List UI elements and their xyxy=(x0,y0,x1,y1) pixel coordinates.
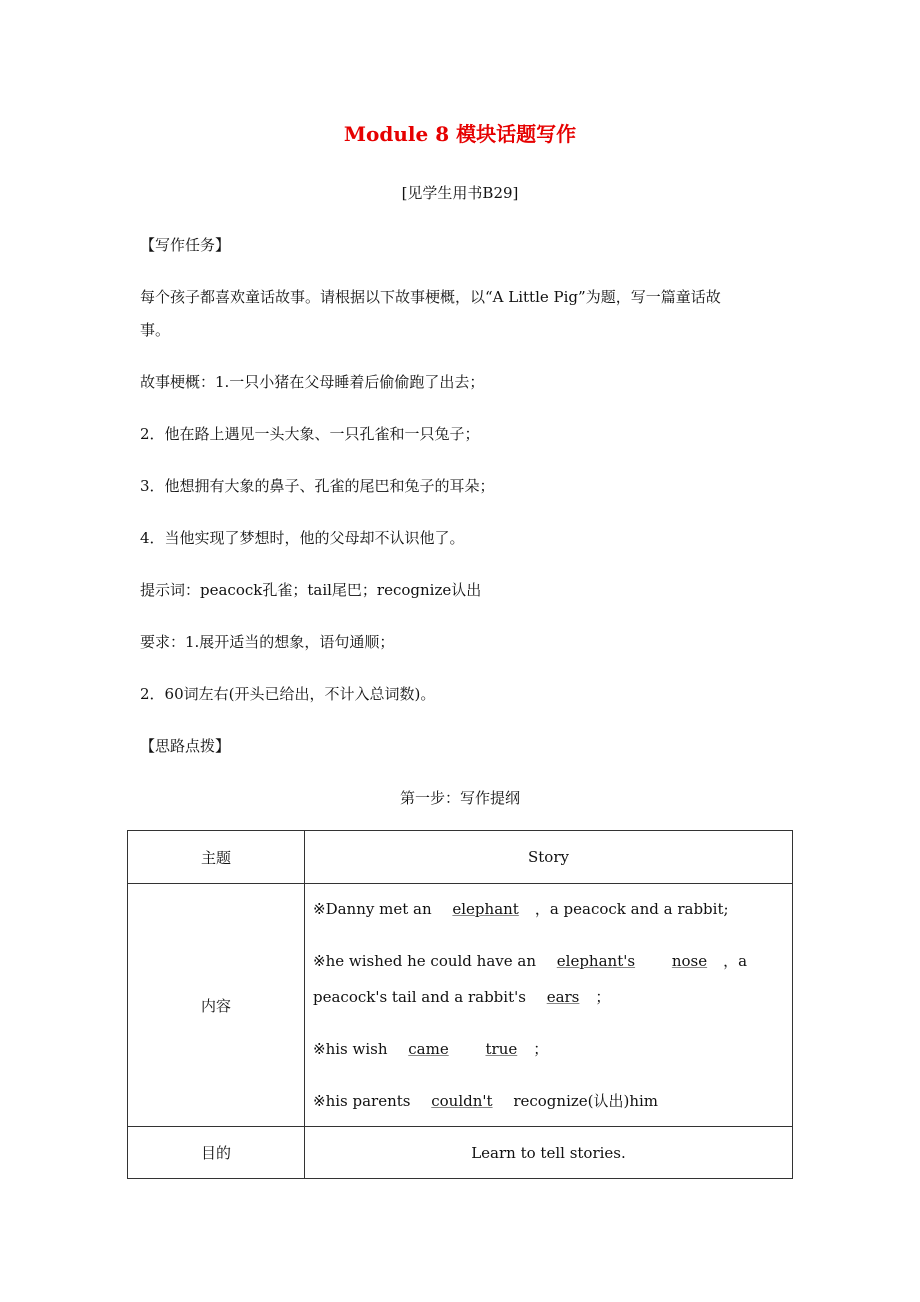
answer-blank: nose xyxy=(671,952,708,970)
outline-item: 故事梗概：1.一只小猪在父母睡着后偷偷跑了出去； xyxy=(140,373,485,391)
outline-table xyxy=(127,830,793,1179)
hint-words: 提示词：peacock孔雀；tail尾巴；recognize认出 xyxy=(140,581,482,599)
book-reference: [见学生用书B29] xyxy=(401,184,519,202)
answer-blank: elephant xyxy=(452,900,519,918)
row-label: 目的 xyxy=(128,1127,305,1179)
row-value: Learn to tell stories. xyxy=(305,1127,793,1179)
text: ※he wished he could have an xyxy=(313,952,541,970)
text: ； xyxy=(533,1040,549,1058)
outline-item: 4．当他实现了梦想时，他的父母却不认识他了。 xyxy=(140,529,465,547)
text: ； xyxy=(595,988,611,1006)
outline-item: 2．他在路上遇见一头大象、一只孔雀和一只兔子； xyxy=(140,425,480,443)
answer-blank: came xyxy=(408,1040,449,1058)
table-row xyxy=(128,1127,793,1179)
text: ※Danny met an xyxy=(313,900,437,918)
text: peacock's tail and a rabbit's xyxy=(313,988,531,1006)
answer-blank: ears xyxy=(546,988,580,1006)
row-label: 内容 xyxy=(128,884,305,1127)
outline-item: 3．他想拥有大象的鼻子、孔雀的尾巴和兔子的耳朵； xyxy=(140,477,495,495)
content-cell xyxy=(305,884,793,1127)
text: ，a xyxy=(723,952,748,970)
step-heading: 第一步：写作提纲 xyxy=(399,789,520,807)
page-title: Module 8 模块话题写作 xyxy=(343,122,577,146)
task-heading: 【写作任务】 xyxy=(140,236,231,254)
table-row xyxy=(128,831,793,884)
row-label: 主题 xyxy=(128,831,305,884)
row-value: Story xyxy=(305,831,793,884)
answer-blank: true xyxy=(485,1040,518,1058)
requirement: 要求：1.展开适当的想象，语句通顺； xyxy=(140,633,395,651)
requirement: 2．60词左右(开头已给出，不计入总词数)。 xyxy=(140,685,436,703)
tips-heading: 【思路点拨】 xyxy=(140,737,231,755)
answer-blank: elephant's xyxy=(556,952,636,970)
text: ※his wish xyxy=(313,1040,393,1058)
text: ※his parents xyxy=(313,1092,416,1110)
text: recognize(认出)him xyxy=(508,1092,659,1110)
table-row xyxy=(128,884,793,1127)
task-text-cont: 事。 xyxy=(140,321,171,339)
task-text: 每个孩子都喜欢童话故事。请根据以下故事梗概，以“A Little Pig”为题，写一篇童话故 xyxy=(140,288,721,306)
answer-blank: couldn't xyxy=(431,1092,493,1110)
text: ，a peacock and a rabbit; xyxy=(534,900,729,918)
